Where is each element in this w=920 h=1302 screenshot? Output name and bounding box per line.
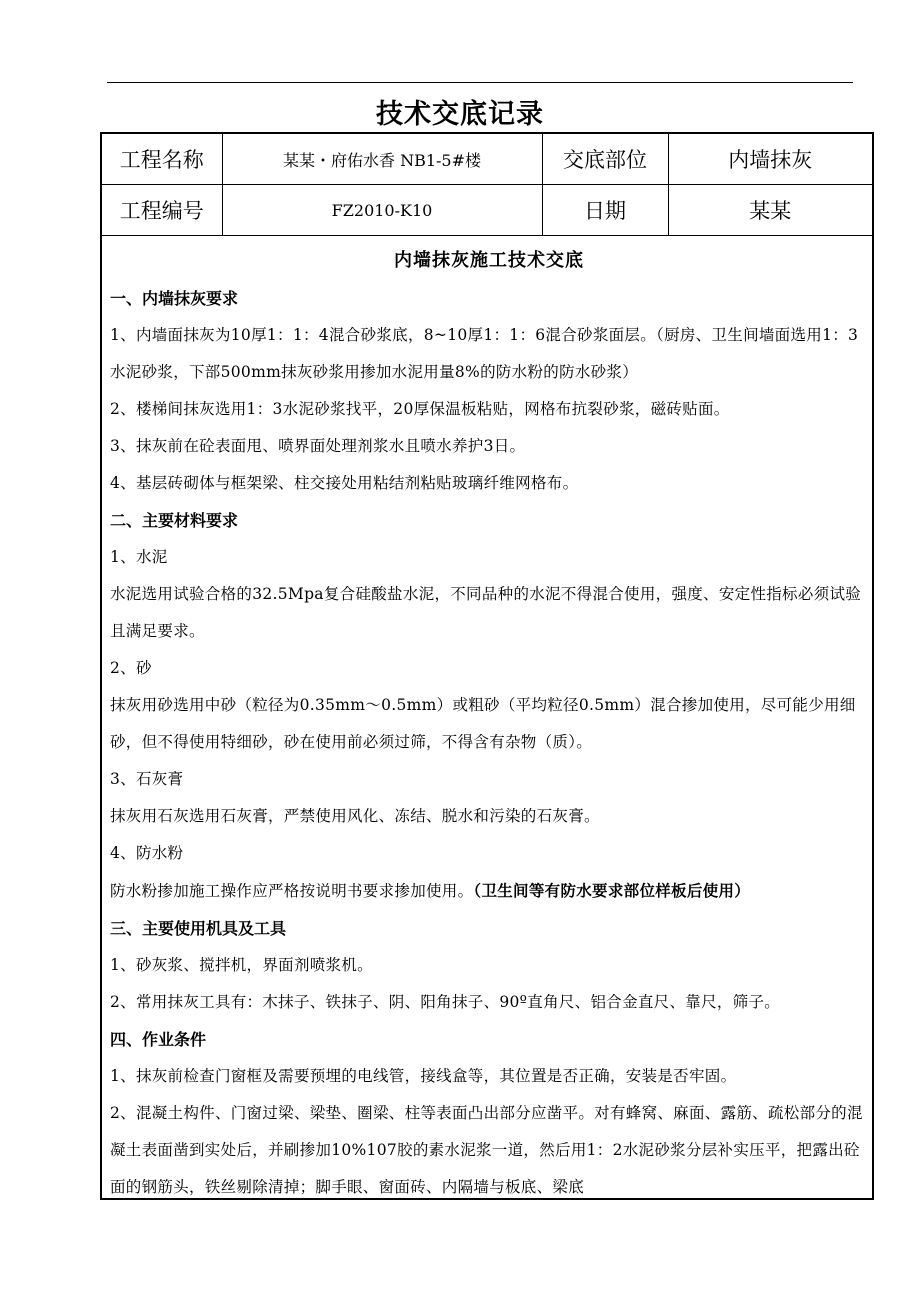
waterproof-text: 防水粉掺加施工操作应严格按说明书要求掺加使用。 [110, 882, 474, 900]
content-area [102, 236, 872, 1200]
sand-title: 2、砂 [110, 659, 152, 677]
section-1-item-4: 4、基层砖砌体与框架梁、柱交接处用粘结剂粘贴玻璃纤维网格布。 [110, 474, 579, 492]
section-4-item-2: 2、混凝土构件、门窗过梁、梁垫、圈梁、柱等表面凸出部分应凿平。对有蜂窝、麻面、露筋、疏松部分的混凝土表面凿到实处后，并刷掺加10%107胶的素水泥浆一道，然后用1：2水泥砂浆分层补实压平，把露出砼面的钢筋头，铁丝剔除清掉；脚手眼、窗面砖、内隔墙与板底、梁底 [110, 1104, 863, 1196]
cement-text: 水泥选用试验合格的32.5Mpa复合硅酸盐水泥，不同品种的水泥不得混合使用，强度、安定性指标必须试验且满足要求。 [110, 585, 862, 640]
lime-text: 抹灰用石灰选用石灰膏，严禁使用风化、冻结、脱水和污染的石灰膏。 [110, 807, 600, 825]
project-name-label: 工程名称 [102, 134, 222, 185]
cement-title: 1、水泥 [110, 548, 168, 566]
top-rule [107, 82, 853, 83]
waterproof-title: 4、防水粉 [110, 844, 184, 862]
section-3-item-1: 1、砂灰浆、搅拌机，界面剂喷浆机。 [110, 956, 373, 974]
project-name-value: 某某・府佑水香 NB1-5#楼 [222, 134, 542, 185]
section-4-heading: 四、作业条件 [110, 1030, 207, 1049]
sand-text: 抹灰用砂选用中砂（粒径为0.35mm～0.5mm）或粗砂（平均粒径0.5mm）混合掺加使用，尽可能少用细砂，但不得使用特细砂，砂在使用前必须过筛，不得含有杂物（质）。 [110, 696, 856, 751]
info-row-1 [102, 134, 872, 185]
section-1-item-1: 1、内墙面抹灰为10厚1：1：4混合砂浆底，8~10厚1：1：6混合砂浆面层。（厨房、卫生间墙面选用1：3水泥砂浆，下部500mm抹灰砂浆用掺加水泥用量8%的防水粉的防水砂浆） [110, 326, 859, 381]
section-3-item-2: 2、常用抹灰工具有：木抹子、铁抹子、阴、阳角抹子、90º直角尺、铝合金直尺、靠尺，筛子。 [110, 993, 781, 1011]
section-1-item-2: 2、楼梯间抹灰选用1：3水泥砂浆找平，20厚保温板粘贴，网格布抗裂砂浆，磁砖贴面。 [110, 400, 730, 418]
section-1-heading: 一、内墙抹灰要求 [110, 289, 239, 308]
lime-title: 3、石灰膏 [110, 770, 184, 788]
project-no-label: 工程编号 [102, 185, 222, 236]
section-1-item-3: 3、抹灰前在砼表面甩、喷界面处理剂浆水且喷水养护3日。 [110, 437, 526, 455]
date-value: 某某 [668, 185, 872, 236]
part-value: 内墙抹灰 [668, 134, 872, 185]
info-row-2 [102, 185, 872, 236]
waterproof-paragraph [110, 872, 868, 910]
section-2-heading: 二、主要材料要求 [110, 511, 239, 530]
waterproof-note: （卫生间等有防水要求部位样板后使用） [473, 881, 751, 900]
project-no-value: FZ2010-K10 [222, 185, 542, 236]
section-4-item-1: 1、抹灰前检查门窗框及需要预埋的电线管，接线盒等，其位置是否正确，安装是否牢固。 [110, 1067, 737, 1085]
part-label: 交底部位 [542, 134, 668, 185]
date-label: 日期 [542, 185, 668, 236]
section-3-heading: 三、主要使用机具及工具 [110, 919, 287, 938]
record-frame [100, 132, 874, 1200]
doc-title: 技术交底记录 [376, 99, 544, 130]
info-table [102, 134, 872, 236]
content-title: 内墙抹灰施工技术交底 [394, 250, 584, 271]
